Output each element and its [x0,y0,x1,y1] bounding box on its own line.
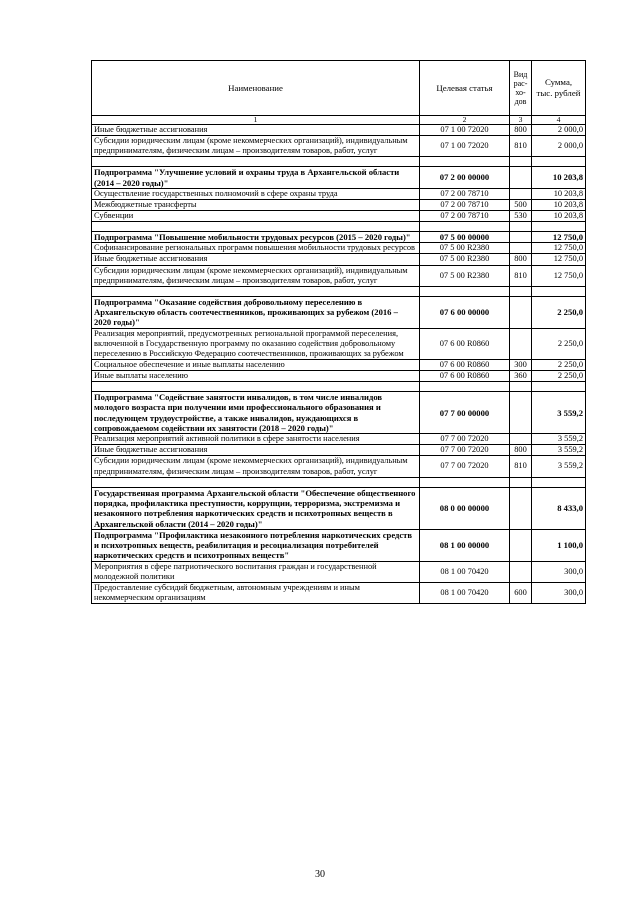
column-number-row [92,116,586,125]
empty-cell [532,222,586,232]
cell-expense-type: 800 [510,445,532,456]
table-row [92,445,586,456]
cell-name: Подпрограмма "Оказание содействия добровольному переселению в Архангельскую область соотечественников, проживающих за рубежом (2016 – 2020 годы)" [92,296,420,328]
cell-amount: 2 000,0 [532,125,586,136]
cell-name: Иные бюджетные ассигнования [92,445,420,456]
table-row [92,243,586,254]
header-type-line: хо- [515,88,526,97]
cell-name: Осуществление государственных полномочий в сфере охраны труда [92,188,420,199]
cell-expense-type [510,188,532,199]
cell-name: Подпрограмма "Улучшение условий и охраны труда в Архангельской области (2014 – 2020 годы)" [92,167,420,189]
cell-expense-type [510,561,532,582]
program-row [92,296,586,328]
spacer-row [92,157,586,167]
cell-target-article: 07 1 00 72020 [420,125,510,136]
cell-amount: 12 750,0 [532,243,586,254]
table-row [92,254,586,265]
table-row [92,265,586,286]
cell-expense-type [510,167,532,189]
spacer-row [92,477,586,487]
cell-name: Подпрограмма "Повышение мобильности трудовых ресурсов (2015 – 2020 годы)" [92,232,420,243]
cell-name: Реализация мероприятий активной политики в сфере занятости населения [92,434,420,445]
cell-expense-type [510,434,532,445]
empty-cell [532,157,586,167]
column-number: 1 [92,116,420,125]
header-name: Наименование [92,61,420,116]
cell-name: Субвенции [92,211,420,222]
table-row [92,456,586,477]
cell-name: Иные бюджетные ассигнования [92,254,420,265]
cell-amount: 10 203,8 [532,199,586,210]
table-row [92,582,586,603]
cell-name: Субсидии юридическим лицам (кроме некоммерческих организаций), индивидуальным предпринимателям, физическим лицам – производителям товаров, работ, услуг [92,265,420,286]
table-row [92,561,586,582]
cell-name: Субсидии юридическим лицам (кроме некоммерческих организаций), индивидуальным предпринимателям, физическим лицам – производителям товаров, работ, услуг [92,456,420,477]
cell-target-article: 08 1 00 70420 [420,561,510,582]
cell-amount: 2 250,0 [532,296,586,328]
cell-amount: 12 750,0 [532,232,586,243]
cell-name: Иные выплаты населению [92,370,420,381]
cell-amount: 2 250,0 [532,359,586,370]
table-row [92,359,586,370]
program-row [92,487,586,529]
header-article [420,61,510,116]
column-number: 4 [532,116,586,125]
empty-cell [420,382,510,392]
cell-expense-type [510,392,532,434]
cell-target-article: 07 6 00 R0860 [420,359,510,370]
cell-name: Иные бюджетные ассигнования [92,125,420,136]
table-row [92,370,586,381]
column-number: 2 [420,116,510,125]
empty-cell [92,157,420,167]
table-row [92,136,586,157]
cell-target-article: 07 6 00 R0860 [420,370,510,381]
empty-cell [510,157,532,167]
cell-name: Социальное обеспечение и иные выплаты населению [92,359,420,370]
cell-expense-type [510,296,532,328]
cell-amount: 12 750,0 [532,265,586,286]
budget-table-body [92,61,586,604]
cell-amount: 2 000,0 [532,136,586,157]
table-row [92,199,586,210]
cell-expense-type [510,328,532,359]
program-row [92,232,586,243]
cell-target-article: 07 5 00 00000 [420,232,510,243]
cell-expense-type: 800 [510,254,532,265]
cell-expense-type: 500 [510,199,532,210]
cell-target-article: 07 7 00 72020 [420,434,510,445]
table-row [92,328,586,359]
cell-amount: 8 433,0 [532,487,586,529]
empty-cell [510,477,532,487]
cell-name: Межбюджетные трансферты [92,199,420,210]
empty-cell [532,286,586,296]
empty-cell [92,382,420,392]
cell-expense-type: 530 [510,211,532,222]
cell-target-article: 07 1 00 72020 [420,136,510,157]
header-sum [532,61,586,116]
cell-name: Софинансирование региональных программ повышения мобильности трудовых ресурсов [92,243,420,254]
cell-target-article: 07 5 00 R2380 [420,265,510,286]
spacer-row [92,382,586,392]
cell-amount: 3 559,2 [532,392,586,434]
cell-name: Подпрограмма "Содействие занятости инвалидов, в том числе инвалидов молодого возраста при получении ими профессионального образования и последующем трудоустройстве, а также инвалидов, нуждающихся в сопровождаемом содействии их занятости (2018 – 2020 годы)" [92,392,420,434]
cell-target-article: 08 1 00 70420 [420,582,510,603]
cell-target-article: 07 7 00 00000 [420,392,510,434]
cell-target-article: 07 7 00 72020 [420,456,510,477]
page-number: 30 [315,869,325,880]
cell-target-article: 07 2 00 78710 [420,199,510,210]
cell-amount: 10 203,8 [532,188,586,199]
budget-table [91,60,586,604]
program-row [92,392,586,434]
cell-expense-type [510,232,532,243]
empty-cell [532,477,586,487]
cell-target-article: 07 2 00 00000 [420,167,510,189]
empty-cell [510,382,532,392]
cell-amount: 3 559,2 [532,445,586,456]
cell-target-article: 08 1 00 00000 [420,529,510,561]
cell-target-article: 07 6 00 00000 [420,296,510,328]
cell-amount: 12 750,0 [532,254,586,265]
cell-amount: 300,0 [532,561,586,582]
cell-target-article: 07 2 00 78710 [420,211,510,222]
empty-cell [420,477,510,487]
cell-target-article: 07 6 00 R0860 [420,328,510,359]
cell-amount: 1 100,0 [532,529,586,561]
header-sum-line: тыс. рублей [536,88,581,98]
header-article-text: Целевая статья [436,82,493,93]
cell-amount: 10 203,8 [532,167,586,189]
spacer-row [92,286,586,296]
cell-amount: 3 559,2 [532,456,586,477]
header-type-line: Вид [513,69,528,79]
cell-name: Субсидии юридическим лицам (кроме некоммерческих организаций), индивидуальным предпринимателям, физическим лицам – производителям товаров, работ, услуг [92,136,420,157]
empty-cell [510,222,532,232]
cell-expense-type: 300 [510,359,532,370]
empty-cell [92,477,420,487]
cell-amount: 300,0 [532,582,586,603]
cell-expense-type: 600 [510,582,532,603]
cell-name: Подпрограмма "Профилактика незаконного потребления наркотических средств и психотропных веществ, реабилитация и ресоциализация потребителей наркотических средств и психотропных веществ" [92,529,420,561]
empty-cell [92,286,420,296]
empty-cell [510,286,532,296]
table-row [92,125,586,136]
column-number: 3 [510,116,532,125]
table-row [92,188,586,199]
cell-amount: 2 250,0 [532,328,586,359]
cell-name: Мероприятия в сфере патриотического воспитания граждан и государственной молодежной политики [92,561,420,582]
empty-cell [92,222,420,232]
spacer-row [92,222,586,232]
table-header-row [92,61,586,116]
cell-expense-type [510,243,532,254]
cell-target-article: 07 2 00 78710 [420,188,510,199]
cell-expense-type: 810 [510,136,532,157]
empty-cell [532,382,586,392]
cell-expense-type: 360 [510,370,532,381]
cell-expense-type: 810 [510,265,532,286]
program-row [92,167,586,189]
header-sum-line: Сумма, [544,77,573,88]
table-row [92,434,586,445]
cell-expense-type [510,487,532,529]
cell-expense-type: 800 [510,125,532,136]
program-row [92,529,586,561]
cell-name: Предоставление субсидий бюджетным, автономным учреждениям и иным некоммерческим организациям [92,582,420,603]
empty-cell [420,222,510,232]
header-type-line: дов [514,97,527,107]
cell-expense-type: 810 [510,456,532,477]
empty-cell [420,286,510,296]
cell-target-article: 07 7 00 72020 [420,445,510,456]
cell-amount: 10 203,8 [532,211,586,222]
table-row [92,211,586,222]
header-type [510,61,532,116]
empty-cell [420,157,510,167]
cell-expense-type [510,529,532,561]
cell-target-article: 07 5 00 R2380 [420,243,510,254]
cell-amount: 3 559,2 [532,434,586,445]
cell-name: Реализация мероприятий, предусмотренных региональной программой переселения, включенной в Государственную программу по оказанию содействия добровольному переселению в Российскую Федерацию соотечественников, проживающих за рубежом [92,328,420,359]
cell-target-article: 08 0 00 00000 [420,487,510,529]
cell-target-article: 07 5 00 R2380 [420,254,510,265]
cell-name: Государственная программа Архангельской области "Обеспечение общественного порядка, профилактика преступности, коррупции, терроризма, экстремизма и незаконного потребления наркотических средств и психотропных веществ в Архангельской области (2014 – 2020 годы)" [92,487,420,529]
cell-amount: 2 250,0 [532,370,586,381]
header-type-line: рас- [513,78,528,88]
